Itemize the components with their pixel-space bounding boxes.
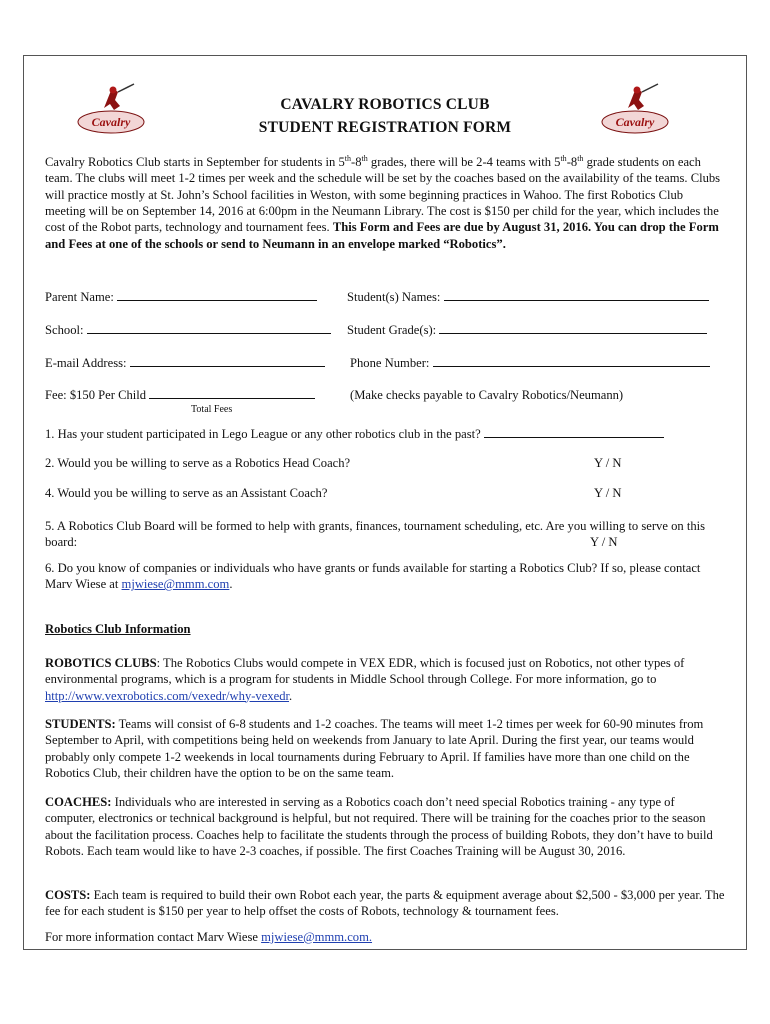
contact-email-link[interactable]: mjwiese@mmm.com. [261, 930, 373, 944]
question-2-yes-no[interactable]: Y / N [594, 456, 622, 470]
fee-field[interactable]: Fee: $150 Per Child [45, 388, 315, 403]
students-paragraph: STUDENTS: Teams will consist of 6-8 students and 1-2 coaches. The teams will meet 1-2 times per week for 60-90 minutes from September to April, with competitions being held on weekends from January to late April. During the first year, our teams would probably only compete 1-2 weekends in local tournaments during February to April. If families have more than one child on the Robotics Club, their children have the option to be on the same team. [45, 717, 704, 780]
contact-line: For more information contact Marv Wiese mjwiese@mmm.com. [45, 930, 373, 944]
costs-paragraph: COSTS: Each team is required to build their own Robot each year, the parts & equipment average about $2,500 - $3,000 per year. The fee for each student is $150 per year to help offset the costs of Robots, technology & tournament fees. [45, 888, 725, 919]
student-grades-field[interactable]: Student Grade(s): [347, 323, 707, 338]
question-2: 2. Would you be willing to serve as a Robotics Head Coach? [45, 456, 351, 470]
phone-field[interactable]: Phone Number: [350, 356, 710, 371]
students-names-field[interactable]: Student(s) Names: [347, 290, 709, 305]
svg-text:Cavalry: Cavalry [91, 115, 131, 129]
question-4: 4. Would you be willing to serve as an Assistant Coach? [45, 486, 328, 500]
school-field[interactable]: School: [45, 323, 331, 338]
question-1[interactable]: 1. Has your student participated in Lego League or any other robotics club in the past? [45, 427, 664, 442]
email-field[interactable]: E-mail Address: [45, 356, 325, 371]
title-line-1: CAVALRY ROBOTICS CLUB [280, 96, 490, 113]
svg-text:Cavalry: Cavalry [615, 115, 655, 129]
intro-paragraph: Cavalry Robotics Club starts in September for students in 5th-8th grades, there will be 2-4 teams with 5th-8th grade students on each team. The clubs will meet 1-2 times per week and the schedule will be set by the coaches based on the availability of the teams. Clubs will practice mostly at St. John’s School facilities in Weston, with some beginning practices in Wahoo. The first Robotics Club meeting will be on September 14, 2016 at 6:00pm in the Neumann Library. The cost is $150 per child for the year, which includes the cost of the Robot parts, technology and tournament fees. This Form and Fees are due by August 31, 2016. You can drop the Form and Fees at one of the schools or send to Neumann in an envelope marked “Robotics”. [45, 154, 721, 251]
info-heading: Robotics Club Information [45, 622, 191, 636]
vex-link[interactable]: http://www.vexrobotics.com/vexedr/why-vexedr [45, 688, 290, 703]
parent-name-field[interactable]: Parent Name: [45, 290, 317, 305]
due-date-notice: This Form and Fees are due by August 31, 2016. You can drop the Form and Fees at one of the schools or send to Neumann in an envelope marked “Robotics”. [45, 220, 719, 251]
title-line-2: STUDENT REGISTRATION FORM [258, 119, 512, 136]
coaches-paragraph: COACHES: Individuals who are interested in serving as a Robotics coach don’t need special Robotics training - any type of computer, electronics or technical background is helpful, but not required. There will be training for the coaches prior to the season about the facilitation process. Coaches help to facilitate the students through the process of building Robots, they don’t have to build Robots. Each team would like to have 2-3 coaches, if possible. The first Coaches Training will be August 30, 2016. [45, 795, 713, 858]
question-4-yes-no[interactable]: Y / N [594, 486, 622, 500]
question-5: 5. A Robotics Club Board will be formed to help with grants, finances, tournament scheduling, etc. Are you willing to serve on this board: [45, 519, 706, 550]
total-fees-label: Total Fees [191, 404, 233, 415]
clubs-paragraph: ROBOTICS CLUBS: The Robotics Clubs would compete in VEX EDR, which is focused just on Robotics, not other types of environmental programs, which is a program for students in Middle School through College. For more information, go to http://www.vexrobotics.com/vexedr/why-vexedr. [45, 656, 685, 703]
question-5-yes-no[interactable]: Y / N [590, 535, 618, 549]
checks-note: (Make checks payable to Cavalry Robotics/Neumann) [350, 388, 624, 402]
q6-email-link[interactable]: mjwiese@mmm.com [121, 577, 230, 592]
question-6: 6. Do you know of companies or individuals who have grants or funds available for starting a Robotics Club? If so, please contact Marv Wiese at mjwiese@mmm.com. [45, 561, 701, 592]
